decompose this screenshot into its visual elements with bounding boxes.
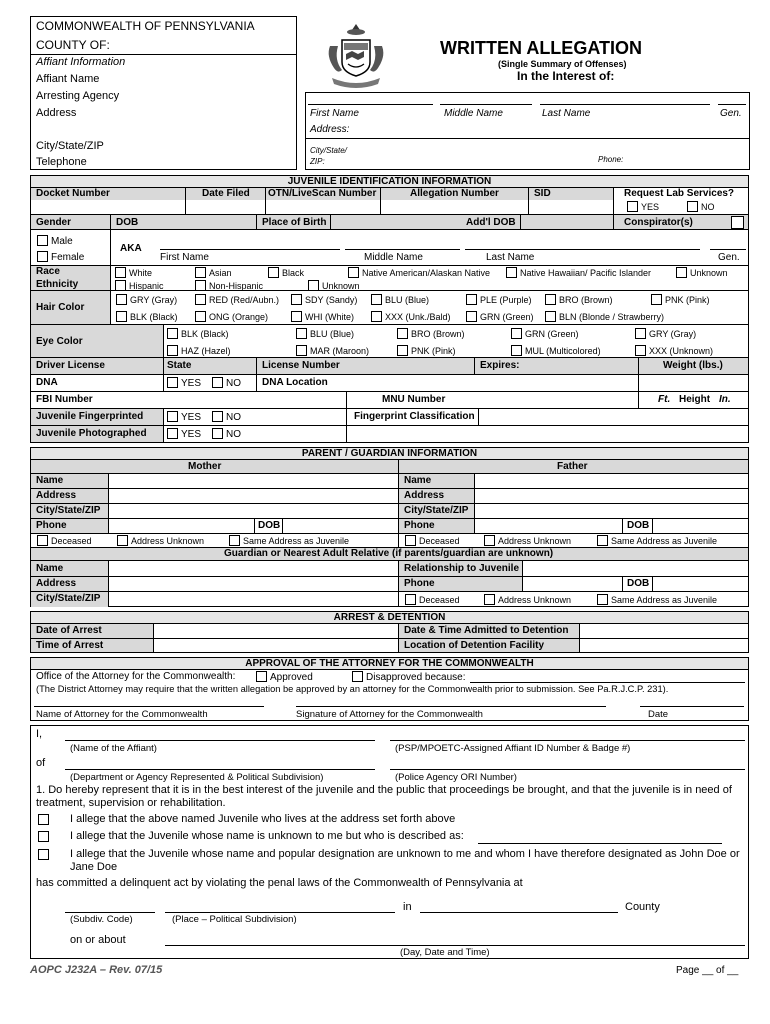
parent-section-header: PARENT / GUARDIAN INFORMATION xyxy=(30,447,749,460)
fingerprinted-yes-checkbox[interactable]: YES xyxy=(167,411,201,423)
father-phone-label: Phone xyxy=(404,520,435,531)
affiant-address-input[interactable] xyxy=(110,108,290,120)
mother-city-label: City/State/ZIP xyxy=(36,505,101,516)
affiant-information-label: Affiant Information xyxy=(36,56,126,68)
juvenile-city-input[interactable] xyxy=(360,150,590,162)
approval-section-header: APPROVAL OF THE ATTORNEY FOR THE COMMONWEALTH xyxy=(30,657,749,670)
arrest-section-header: ARREST & DETENTION xyxy=(30,611,749,624)
county-label-statement: County xyxy=(625,901,660,913)
request-lab-label: Request Lab Services? xyxy=(624,188,735,199)
lab-no-checkbox[interactable]: NO xyxy=(687,201,715,212)
juvenile-address-label: Address: xyxy=(310,124,350,135)
ethnicity-non-hispanic-checkbox[interactable]: Non-Hispanic xyxy=(195,280,263,291)
form-id: AOPC J232A – Rev. 07/15 xyxy=(30,964,163,976)
license-number-label: License Number xyxy=(262,360,340,371)
mother-same-address-checkbox[interactable]: Same Address as Juvenile xyxy=(229,535,349,546)
allege-2-text: I allege that the Juvenile whose name is unknown to me but who is described as: xyxy=(70,830,464,842)
mother-dob-label: DOB xyxy=(258,520,281,531)
form-subtitle: (Single Summary of Offenses) xyxy=(498,59,627,69)
otn-label: OTN/LiveScan Number xyxy=(268,188,377,199)
race-black-checkbox[interactable]: Black xyxy=(268,267,304,278)
eye-color-label: Eye Color xyxy=(36,336,83,347)
ethnicity-hispanic-checkbox[interactable]: Hispanic xyxy=(115,280,164,291)
committed-text: has committed a delinquent act by violating the penal laws of the Commonwealth of Pennsylvania at xyxy=(36,877,523,889)
hair-grn-checkbox[interactable]: GRN (Green) xyxy=(466,311,534,322)
fingerprint-class-label: Fingerprint Classification xyxy=(354,411,475,422)
guardian-same-address-checkbox[interactable]: Same Address as Juvenile xyxy=(597,594,717,605)
office-label: Office of the Attorney for the Commonwealth: xyxy=(36,671,236,682)
juvenile-zip-label: ZIP: xyxy=(310,157,325,166)
aka-middle-name-label: Middle Name xyxy=(364,252,423,263)
mother-deceased-checkbox[interactable]: Deceased xyxy=(37,535,92,546)
on-or-about-label: on or about xyxy=(70,934,126,946)
eye-gry-checkbox[interactable]: GRY (Gray) xyxy=(635,328,696,339)
eye-pnk-checkbox[interactable]: PNK (Pink) xyxy=(397,345,456,356)
father-address-label: Address xyxy=(404,490,445,501)
statement-box xyxy=(30,725,749,959)
detention-location-label: Location of Detention Facility xyxy=(404,640,545,651)
dna-yes-checkbox[interactable]: YES xyxy=(167,377,201,389)
eye-blu-checkbox[interactable]: BLU (Blue) xyxy=(296,328,354,339)
interest-label: In the Interest of: xyxy=(517,69,615,83)
allegation-number-label: Allegation Number xyxy=(410,188,499,199)
time-of-arrest-label: Time of Arrest xyxy=(36,640,104,651)
allege-1-checkbox[interactable] xyxy=(38,814,49,825)
attorney-signature-label: Signature of Attorney for the Commonwealth xyxy=(296,709,483,720)
gen-label: Gen. xyxy=(720,108,742,119)
weight-label: Weight (lbs.) xyxy=(663,360,723,371)
father-address-unknown-checkbox[interactable]: Address Unknown xyxy=(484,535,571,546)
hair-blk-checkbox[interactable]: BLK (Black) xyxy=(116,311,178,322)
father-deceased-checkbox[interactable]: Deceased xyxy=(405,535,460,546)
gender-label: Gender xyxy=(36,217,72,228)
department-caption: (Department or Agency Represented & Political Subdivision) xyxy=(70,772,324,783)
addl-dob-label: Add'l DOB xyxy=(466,217,516,228)
juvenile-city-label: City/State/ xyxy=(310,146,347,155)
juvenile-first-name-input[interactable] xyxy=(310,92,430,104)
height-label: Height xyxy=(679,394,711,405)
first-name-label: First Name xyxy=(310,108,359,119)
expires-label: Expires: xyxy=(480,360,520,371)
hair-pnk-checkbox[interactable]: PNK (Pink) xyxy=(651,294,710,305)
eye-haz-checkbox[interactable]: HAZ (Hazel) xyxy=(167,345,231,356)
subdiv-code-caption: (Subdiv. Code) xyxy=(70,914,133,925)
male-checkbox[interactable]: Male xyxy=(37,235,73,247)
photographed-no-checkbox[interactable]: NO xyxy=(212,428,241,440)
race-label: Race xyxy=(36,266,60,277)
arresting-agency-input[interactable] xyxy=(130,91,290,103)
driver-license-label: Driver License xyxy=(36,360,105,371)
dna-label: DNA xyxy=(36,377,58,388)
dna-no-checkbox[interactable]: NO xyxy=(212,377,241,389)
race-native-hawaiian-checkbox[interactable]: Native Hawaiian/ Pacific Islander xyxy=(506,267,651,278)
middle-name-label: Middle Name xyxy=(444,108,503,119)
hair-red-checkbox[interactable]: RED (Red/Aubn.) xyxy=(195,294,279,305)
father-same-address-checkbox[interactable]: Same Address as Juvenile xyxy=(597,535,717,546)
of-label: of xyxy=(36,757,46,769)
sid-label: SID xyxy=(534,188,551,199)
race-native-american-checkbox[interactable]: Native American/Alaskan Native xyxy=(348,267,490,278)
disapproved-checkbox[interactable]: Disapproved because: xyxy=(352,671,466,683)
guardian-city-label: City/State/ZIP xyxy=(36,593,101,604)
place-caption: (Place – Political Subdivision) xyxy=(172,914,297,925)
female-checkbox[interactable]: Female xyxy=(37,251,84,263)
state-label: State xyxy=(167,360,192,371)
eye-mul-checkbox[interactable]: MUL (Multicolored) xyxy=(511,345,601,356)
aka-gen-label: Gen. xyxy=(718,252,740,263)
race-asian-checkbox[interactable]: Asian xyxy=(195,267,232,278)
date-time-admitted-label: Date & Time Admitted to Detention xyxy=(404,625,569,636)
ft-label: Ft. xyxy=(658,394,671,405)
guardian-dob-label: DOB xyxy=(627,578,650,589)
aka-label: AKA xyxy=(120,243,142,254)
date-of-arrest-label: Date of Arrest xyxy=(36,625,102,636)
eye-mar-checkbox[interactable]: MAR (Maroon) xyxy=(296,345,369,356)
city-state-zip-label: City/State/ZIP xyxy=(36,140,104,152)
eye-grn-checkbox[interactable]: GRN (Green) xyxy=(511,328,579,339)
juvenile-last-name-input[interactable] xyxy=(542,92,707,104)
hair-blu-checkbox[interactable]: BLU (Blue) xyxy=(371,294,429,305)
hair-color-label: Hair Color xyxy=(36,302,85,313)
juvenile-section-header: JUVENILE IDENTIFICATION INFORMATION xyxy=(30,175,749,188)
address-label: Address xyxy=(36,107,77,119)
hair-bro-checkbox[interactable]: BRO (Brown) xyxy=(545,294,613,305)
police-ori-caption: (Police Agency ORI Number) xyxy=(395,772,517,783)
race-unknown-checkbox[interactable]: Unknown xyxy=(676,267,728,278)
guardian-title: Guardian or Nearest Adult Relative (if parents/guardian are unknown) xyxy=(224,548,554,559)
father-city-label: City/State/ZIP xyxy=(404,505,469,516)
allege-1-text: I allege that the above named Juvenile who lives at the address set forth above xyxy=(70,813,456,825)
allege-3-checkbox[interactable] xyxy=(38,849,49,860)
psp-caption: (PSP/MPOETC-Assigned Affiant ID Number & Badge #) xyxy=(395,743,631,754)
allege-3-text: I allege that the Juvenile whose name and popular designation are unknown to me and whom I have therefore designated as John Doe or Jane Doe xyxy=(70,848,740,873)
father-name-label: Name xyxy=(404,475,432,486)
eye-xxx-checkbox[interactable]: XXX (Unknown) xyxy=(635,345,713,356)
photographed-yes-checkbox[interactable]: YES xyxy=(167,428,201,440)
conspirators-label: Conspirator(s) xyxy=(624,217,693,228)
county-label: COUNTY OF: xyxy=(36,38,110,52)
mother-address-label: Address xyxy=(36,490,77,501)
aka-first-name-label: First Name xyxy=(160,252,209,263)
juvenile-address-input[interactable] xyxy=(355,124,745,136)
arresting-agency-label: Arresting Agency xyxy=(36,90,120,102)
mother-label: Mother xyxy=(188,461,222,472)
i-label: I, xyxy=(36,728,43,740)
hair-gry-checkbox[interactable]: GRY (Gray) xyxy=(116,294,177,305)
juvenile-phone-input[interactable] xyxy=(630,153,745,165)
mother-name-label: Name xyxy=(36,475,64,486)
affiant-telephone-input[interactable] xyxy=(110,157,290,169)
eye-blk-checkbox[interactable]: BLK (Black) xyxy=(167,328,229,339)
father-label: Father xyxy=(557,461,588,472)
affiant-name-caption: (Name of the Affiant) xyxy=(70,743,157,754)
relationship-label: Relationship to Juvenile xyxy=(404,563,520,574)
place-of-birth-label: Place of Birth xyxy=(262,217,327,228)
mother-address-unknown-checkbox[interactable]: Address Unknown xyxy=(117,535,204,546)
guardian-address-unknown-checkbox[interactable]: Address Unknown xyxy=(484,594,571,605)
last-name-label: Last Name xyxy=(542,108,591,119)
affiant-city-input[interactable] xyxy=(120,141,290,153)
form-title: WRITTEN ALLEGATION xyxy=(440,38,642,58)
guardian-address-label: Address xyxy=(36,578,77,589)
dna-location-label: DNA Location xyxy=(262,377,328,388)
hair-bln-checkbox[interactable]: BLN (Blonde / Strawberry) xyxy=(545,311,664,322)
county-input[interactable] xyxy=(110,39,290,51)
photographed-label: Juvenile Photographed xyxy=(36,428,147,439)
hair-ong-checkbox[interactable]: ONG (Orange) xyxy=(195,311,268,322)
affiant-name-input[interactable] xyxy=(110,74,290,86)
fingerprinted-label: Juvenile Fingerprinted xyxy=(36,411,144,422)
mnu-number-label: MNU Number xyxy=(382,394,446,405)
allege-2-checkbox[interactable] xyxy=(38,831,49,842)
approval-date-label: Date xyxy=(648,709,669,720)
in-label: In. xyxy=(719,394,731,405)
affiant-name-label: Affiant Name xyxy=(36,73,100,85)
hair-sdy-checkbox[interactable]: SDY (Sandy) xyxy=(291,294,357,305)
father-dob-label: DOB xyxy=(627,520,650,531)
fbi-number-label: FBI Number xyxy=(36,394,93,405)
dob-label: DOB xyxy=(116,217,139,228)
attorney-name-label: Name of Attorney for the Commonwealth xyxy=(36,709,208,720)
day-date-time-caption: (Day, Date and Time) xyxy=(400,947,490,958)
pennsylvania-seal-icon xyxy=(320,20,392,92)
ethnicity-unknown-checkbox[interactable]: Unknown xyxy=(308,280,360,291)
guardian-phone-label: Phone xyxy=(404,578,435,589)
approved-checkbox[interactable]: Approved xyxy=(256,671,313,683)
in-label: in xyxy=(403,901,412,913)
docket-number-label: Docket Number xyxy=(36,188,110,199)
juvenile-phone-label: Phone: xyxy=(598,155,624,164)
ethnicity-label: Ethnicity xyxy=(36,279,79,290)
paragraph-1: 1. Do hereby represent that it is in the best interest of the juvenile and the public that proceedings be brought, and that the juvenile is in need of treatment, supervision or rehabilitation. xyxy=(36,784,732,809)
hair-xxx-checkbox[interactable]: XXX (Unk./Bald) xyxy=(371,311,451,322)
aka-last-name-label: Last Name xyxy=(486,252,535,263)
race-white-checkbox[interactable]: White xyxy=(115,267,152,278)
eye-bro-checkbox[interactable]: BRO (Brown) xyxy=(397,328,465,339)
approval-note: (The District Attorney may require that the written allegation be approved by an attorney for the Commonwealth prior to submission. See Pa.R.J.C.P. 231). xyxy=(36,684,669,694)
guardian-name-label: Name xyxy=(36,563,64,574)
hair-whi-checkbox[interactable]: WHI (White) xyxy=(291,311,354,322)
juvenile-middle-name-input[interactable] xyxy=(442,92,530,104)
telephone-label: Telephone xyxy=(36,156,87,168)
guardian-deceased-checkbox[interactable]: Deceased xyxy=(405,594,460,605)
hair-ple-checkbox[interactable]: PLE (Purple) xyxy=(466,294,532,305)
mother-phone-label: Phone xyxy=(36,520,67,531)
page-number: Page __ of __ xyxy=(676,965,739,976)
lab-yes-checkbox[interactable]: YES xyxy=(627,201,659,212)
fingerprinted-no-checkbox[interactable]: NO xyxy=(212,411,241,423)
commonwealth-label: COMMONWEALTH OF PENNSYLVANIA xyxy=(36,19,255,33)
date-filed-label: Date Filed xyxy=(202,188,250,199)
conspirators-checkbox[interactable] xyxy=(731,216,744,229)
